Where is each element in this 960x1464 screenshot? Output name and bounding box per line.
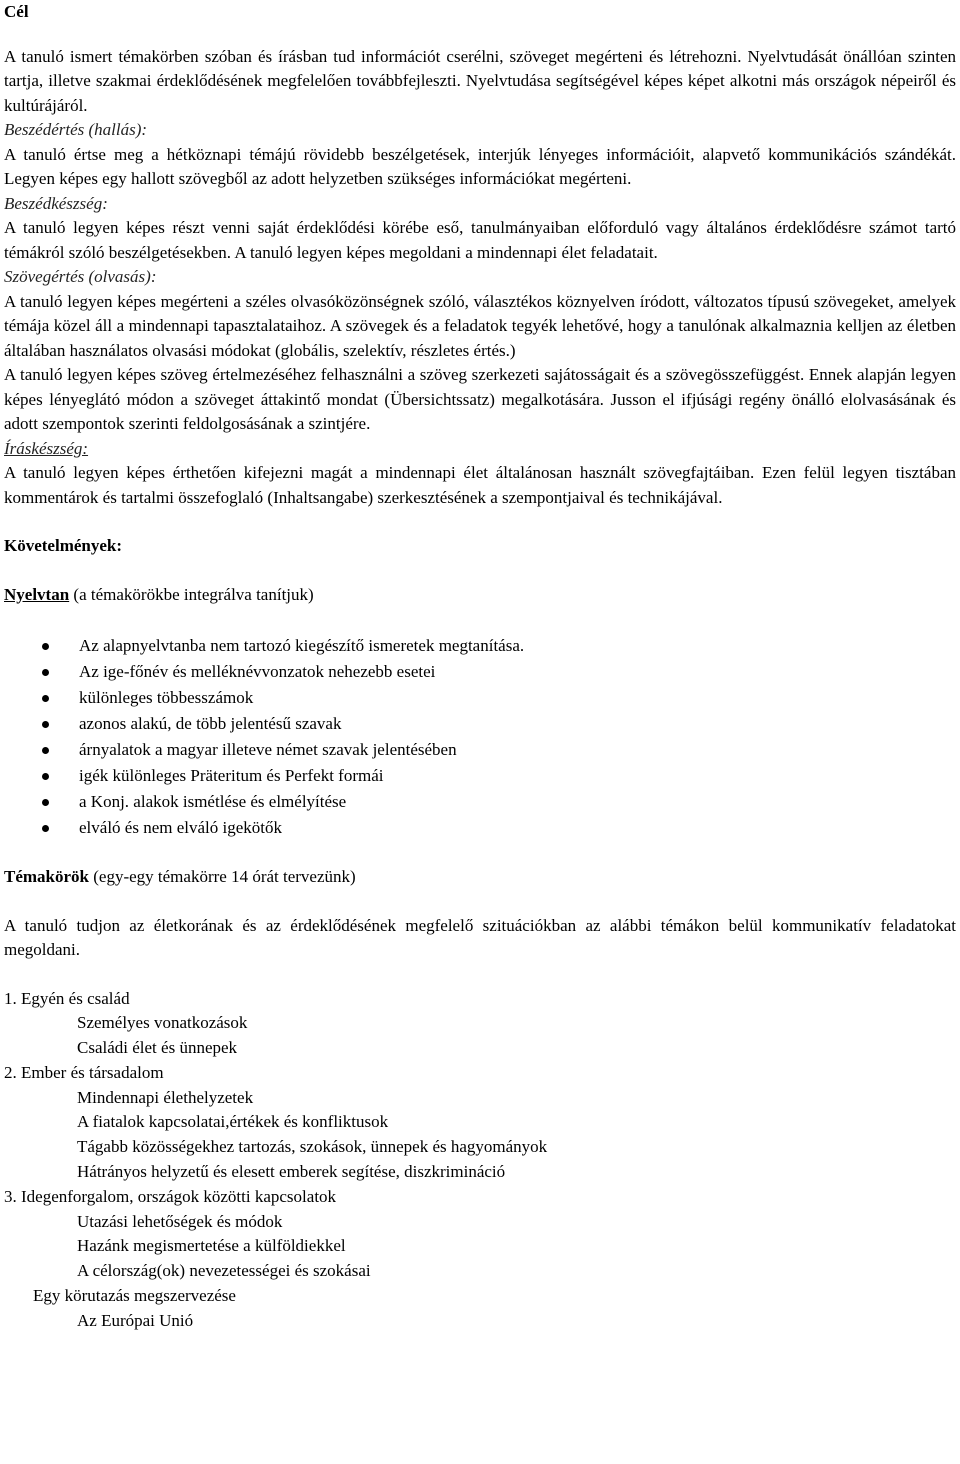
list-item: azonos alakú, de több jelentésű szavak	[4, 711, 956, 737]
beszedkeszseg-text: A tanuló legyen képes részt venni saját érdeklődési körébe eső, tanulmányaiban előforduló vagy általános érdeklődésre számot tartó témákról szóló beszélgetésekben. A tanuló legyen képes megoldani a mindennapi élet feladatait.	[4, 218, 956, 262]
szovegertes-heading: Szövegértés (olvasás):	[4, 267, 157, 286]
topic-3-item: Hazánk megismertetése a külföldiekkel	[77, 1236, 346, 1256]
szovegertes-text-1: A tanuló legyen képes megérteni a széles olvasóközönségnek szóló, választékos köznyelven íródott, változatos típusú szövegeket, amelyek témája közel áll a mindennapi tapasztalataihoz. A szövegek és a feladatok tegyék lehetővé, hogy a tanulónak alkalmaznia kelljen az életben általában használatos olvasási módokat (globális, szelektív, részletes értés.)	[4, 291, 956, 360]
list-item: Az alapnyelvtanba nem tartozó kiegészítő ismeretek megtanítása.	[4, 633, 956, 659]
iraskeszseg-text: A tanuló legyen képes érthetően kifejezni magát a mindennapi élet általánosan használt szövegfajtáiban. Ezen felül legyen tisztában kommentárok és tartalmi összefoglaló (Inhaltsangabe) szerkesztésének a szempontjaival és technikájával.	[4, 463, 956, 507]
nyelvtan-title	[4, 583, 956, 608]
topic-2: 2. Ember és társadalom	[4, 1062, 164, 1082]
iraskeszseg-heading: Íráskészség:	[4, 438, 89, 458]
temakorok-intro: A tanuló tudjon az életkorának és az érdeklődésének megfelelő szituációkban az alábbi témákon belül kommunikatív feladatokat megoldani.	[4, 915, 956, 959]
topic-2-item: Mindennapi élethelyzetek	[77, 1087, 254, 1107]
topic-3-extra: Egy körutazás megszervezése	[33, 1286, 236, 1306]
topic-3: 3. Idegenforgalom, országok közötti kapcsolatok	[4, 1186, 337, 1206]
topic-1-item: Családi élet és ünnepek	[77, 1038, 238, 1058]
topic-2-item: Hátrányos helyzetű és elesett emberek segítése, diszkrimináció	[77, 1162, 506, 1182]
temakorok-label: Témakörök	[4, 867, 89, 886]
topic-3-item: A célország(ok) nevezetességei és szokásai	[77, 1261, 371, 1281]
list-item: a Konj. alakok ismétlése és elmélyítése	[4, 789, 956, 815]
kovetelmenyek-title: Követelmények:	[4, 536, 123, 555]
list-item: árnyalatok a magyar illeteve német szavak jelentésében	[4, 737, 956, 763]
beszedertes-text: A tanuló értse meg a hétköznapi témájú rövidebb beszélgetések, interjúk lényeges információit, alapvető kommunikációs szándékát. Legyen képes egy hallott szövegből az adott helyzetben szükséges információkat megérteni.	[4, 144, 956, 188]
beszedertes-heading: Beszédértés (hallás):	[4, 120, 148, 139]
nyelvtan-note: (a témakörökbe integrálva tanítjuk)	[69, 584, 314, 604]
list-item: különleges többesszámok	[4, 685, 956, 711]
topic-2-item: A fiatalok kapcsolatai,értékek és konfliktusok	[77, 1112, 389, 1132]
temakorok-title	[4, 865, 956, 890]
beszedkeszseg-heading: Beszédkészség:	[4, 193, 108, 213]
topic-3-item: Az Európai Unió	[77, 1310, 194, 1330]
szovegertes-text-2: A tanuló legyen képes szöveg értelmezéséhez felhasználni a szöveg szerkezeti sajátosságait és a szövegösszefüggést. Ennek alapján legyen képes lényeglátó módon a szöveget áttakintő mondat (Übersichtssatz) megalkotására. Jusson el ifjúsági regény önálló elolvasásának és adott szempontok szerinti feldolgosásának a szintjére.	[4, 365, 956, 433]
list-item: igék különleges Präteritum és Perfekt formái	[4, 763, 956, 789]
list-item: elváló és nem elváló igekötők	[4, 815, 956, 841]
cel-intro: A tanuló ismert témakörben szóban és írásban tud információt cserélni, szöveget megérteni és létrehozni. Nyelvtudását önállóan szinten tartja, illetve szakmai érdeklődésének megfelelően továbbfejleszti. Nyelvtudása segítségével képes képet alkotni más országok népeiről és kultúrájáról.	[4, 46, 956, 115]
topic-1-item: Személyes vonatkozások	[77, 1013, 248, 1033]
list-item: Az ige-főnév és melléknévvonzatok nehezebb esetei	[4, 659, 956, 685]
section-title-cel: Cél	[4, 2, 29, 21]
nyelvtan-label: Nyelvtan	[4, 584, 70, 604]
topic-3-item: Utazási lehetőségek és módok	[77, 1211, 283, 1231]
topic-2-item: Tágabb közösségekhez tartozás, szokások, ünnepek és hagyományok	[77, 1137, 548, 1157]
temakorok-note: (egy-egy témakörre 14 órát tervezünk)	[89, 867, 356, 886]
nyelvtan-list	[4, 633, 956, 841]
topic-1: 1. Egyén és család	[4, 988, 130, 1008]
